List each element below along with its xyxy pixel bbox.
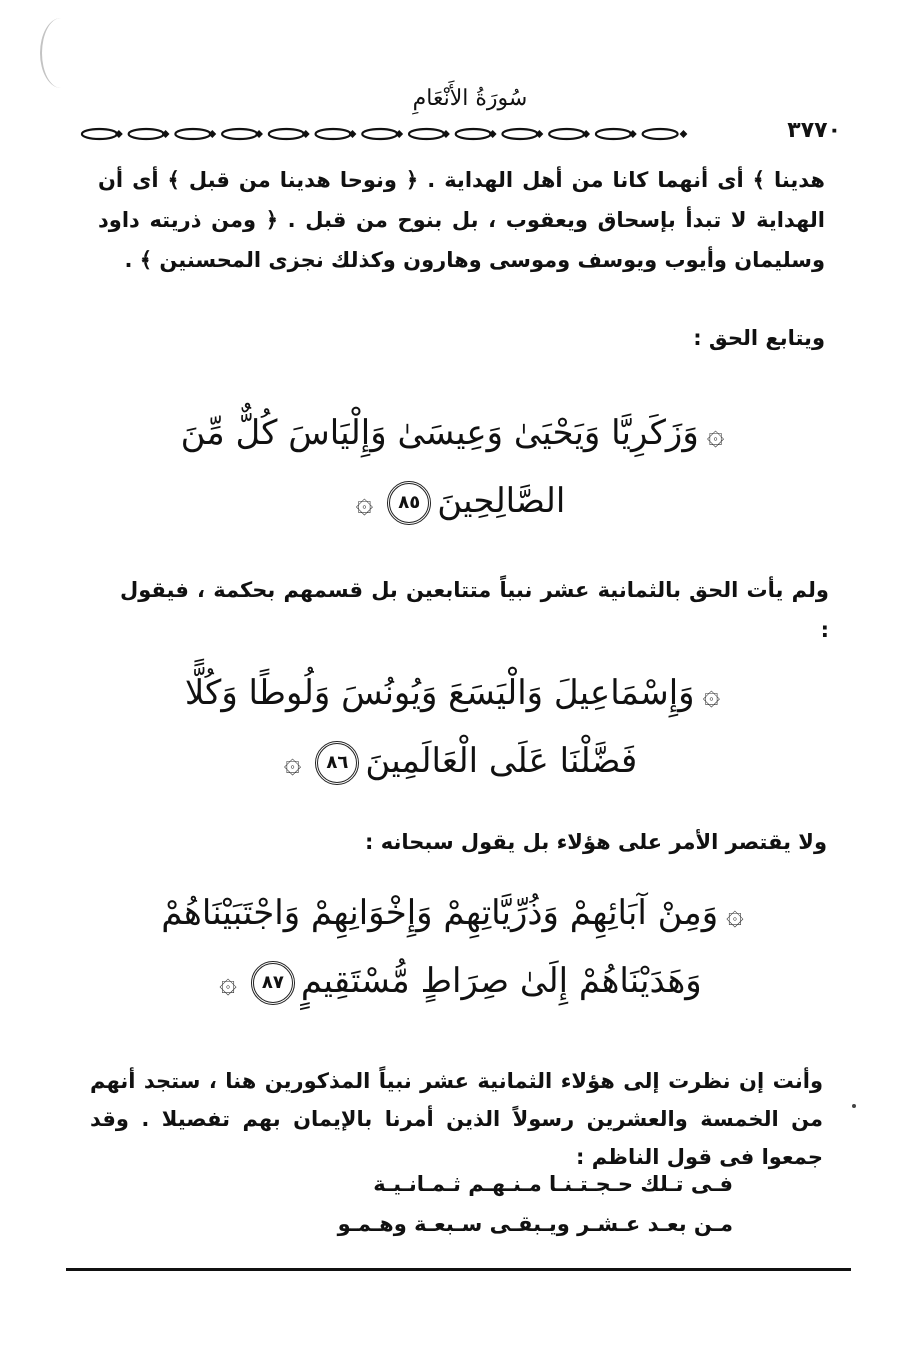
- commentary-paragraph-3: ولم يأت الحق بالثمانية عشر نبياً متتابعين بل قسمهم بحكمة ، فيقول :: [120, 578, 829, 642]
- verse-85-line-1: [140, 400, 773, 468]
- verse-open-ornament-icon: ۞: [702, 677, 721, 712]
- verse-85-text-2: الصَّالِحِينَ: [437, 481, 566, 521]
- commentary-paragraph-4: ولا يقتصر الأمر على هؤلاء بل يقول سبحانه :: [365, 830, 827, 854]
- poem-line-1: فـى تـلك حـجـتـنـا مـنـهـم ثـمـانـيـة: [373, 1172, 733, 1196]
- verse-open-ornament-icon: ۞: [726, 897, 744, 932]
- verse-87-line-1: [120, 880, 793, 948]
- verse-86-text-1: وَإِسْمَاعِيلَ وَالْيَسَعَ وَيُونُسَ وَلُوطًا وَكُلًّا: [184, 673, 695, 713]
- verse-85-line-2: [140, 468, 773, 536]
- verse-number-badge: ٨٦: [315, 741, 359, 785]
- verse-87-text-1: وَمِنْ آبَائِهِمْ وَذُرِّيَّاتِهِمْ وَإِخْوَانِهِمْ وَاجْتَبَيْنَاهُمْ: [161, 893, 719, 933]
- verse-87-text-2: وَهَدَيْنَاهُمْ إِلَىٰ صِرَاطٍ مُّسْتَقِيمٍ: [300, 961, 702, 1001]
- verse-number-badge: ٨٥: [387, 481, 431, 525]
- verse-close-ornament-icon: ۞: [219, 965, 237, 1000]
- verse-85: [140, 400, 773, 536]
- chain-ornament-icon: [78, 126, 701, 142]
- verse-86-line-1: [140, 660, 773, 728]
- page-edge-arc: [40, 18, 82, 88]
- verse-86-line-2: [140, 728, 773, 796]
- poem-line-2: مـن بعـد عـشـر ويـبقـى سـبعـة وهـمـو: [337, 1212, 733, 1236]
- verse-87: [120, 880, 793, 1016]
- verse-86-text-2: فَضَّلْنَا عَلَى الْعَالَمِينَ: [365, 741, 638, 781]
- commentary-paragraph-1: هدينا ﴾ أى أنهما كانا من أهل الهداية . ﴿ ونوحا هدينا من قبل ﴾ أى أن الهداية لا تبدأ بإسحاق ويعقوب ، بل بنوح من قبل . ﴿ ومن ذريته داود وسليمان وأيوب ويوسف وموسى وهارون وكذلك نجزى المحسنين ﴾ .: [98, 168, 825, 272]
- footer-rule: [66, 1268, 851, 1271]
- commentary-paragraph-5: وأنت إن نظرت إلى هؤلاء الثمانية عشر نبياً المذكورين هنا ، ستجد أنهم من الخمسة والعشرين رسولاً الذين أمرنا بالإيمان بهم تفصيلا . وقد جمعوا فى قول الناظم :: [90, 1069, 823, 1169]
- verse-85-text-1: وَزَكَرِيَّا وَيَحْيَىٰ وَعِيسَىٰ وَإِلْيَاسَ كُلٌّ مِّنَ: [180, 413, 699, 453]
- verse-open-ornament-icon: ۞: [706, 417, 725, 452]
- page-number: ٣٧٧٠: [787, 118, 841, 143]
- header-ornament-chain: [78, 126, 701, 142]
- stray-mark: [852, 1104, 856, 1108]
- verse-87-line-2: [120, 948, 793, 1016]
- surah-title: سُورَةُ الأَنْعَامِ: [412, 86, 528, 111]
- verse-86: [140, 660, 773, 796]
- verse-close-ornament-icon: ۞: [283, 745, 302, 780]
- verse-close-ornament-icon: ۞: [355, 485, 374, 520]
- commentary-paragraph-2: ويتابع الحق :: [693, 326, 825, 350]
- verse-number-badge: ٨٧: [251, 961, 295, 1005]
- page-header: [78, 118, 841, 148]
